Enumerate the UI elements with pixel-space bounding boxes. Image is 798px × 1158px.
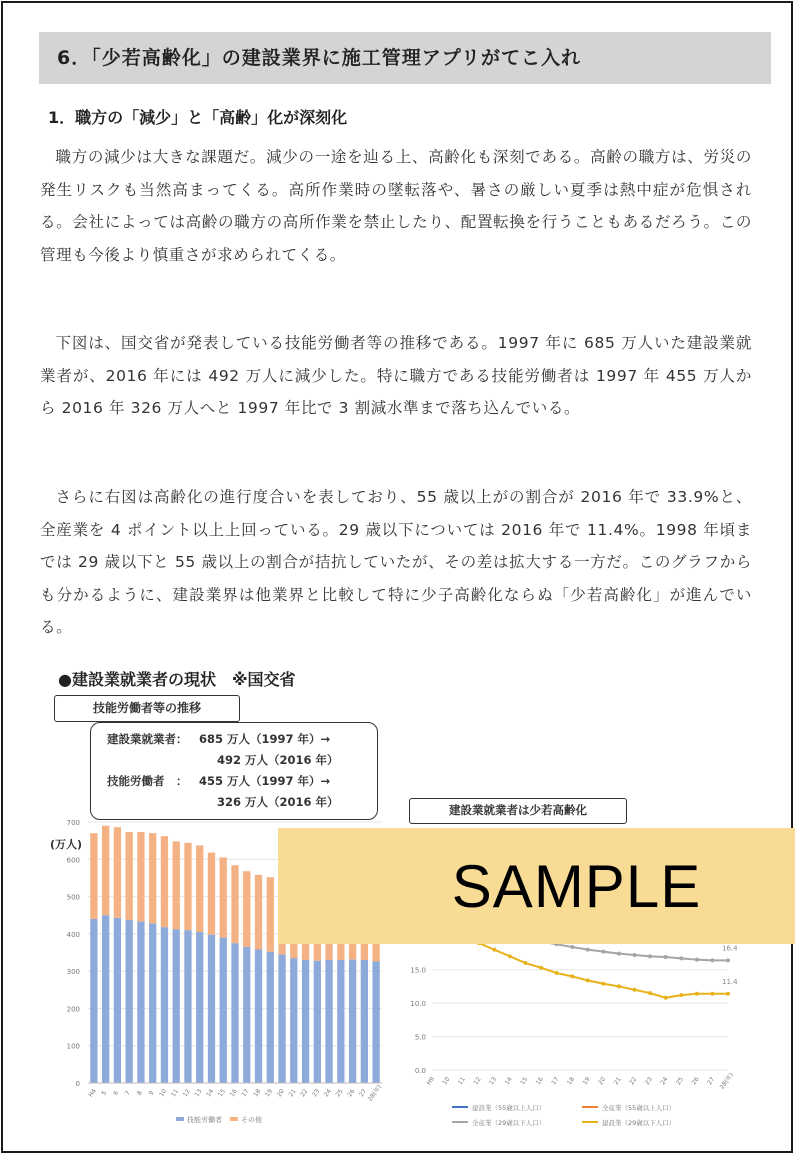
- data-point: [523, 961, 527, 965]
- y-tick-label: 200: [66, 1005, 80, 1014]
- x-tick-label: 11: [456, 1076, 467, 1087]
- y-axis-label: (万人): [50, 838, 83, 851]
- bar-segment: [208, 935, 215, 1083]
- bar-segment: [173, 929, 180, 1083]
- bar-segment: [126, 920, 133, 1083]
- y-tick-label: 0: [75, 1080, 80, 1088]
- bar-segment: [184, 930, 191, 1083]
- x-tick-label: 7: [123, 1089, 132, 1097]
- info-value: 326 万人（2016 年）: [217, 795, 339, 809]
- sample-watermark: [278, 828, 795, 944]
- x-tick-label: 26: [346, 1088, 357, 1099]
- data-point: [664, 955, 668, 959]
- paragraph-3: さらに右図は高齢化の進行度合いを表しており、55 歳以上がの割合が 2016 年で 33.9%と、全産業を 4 ポイント以上上回っている。29 歳以下については 2016 年で 11.4%。1998 年頃までは 29 歳以下と 55 歳以上の割合が拮抗していたが、その差は拡大する一方だ。このグラフからも分かるように、建設業界は他業界と比較して特に少子高齢化ならぬ「少若高齢化」が進んでいる。: [40, 488, 752, 637]
- x-tick-label: 21: [287, 1088, 298, 1099]
- data-point: [726, 992, 730, 996]
- info-value: 492 万人（2016 年）: [217, 753, 339, 767]
- data-point: [648, 991, 652, 995]
- x-tick-label: 15: [216, 1088, 228, 1099]
- x-tick-label: 14: [503, 1076, 514, 1087]
- x-tick-label: 13: [488, 1076, 499, 1087]
- bar-segment: [90, 919, 97, 1083]
- page-title: 6．「少若高齢化」の建設業界に施工管理アプリがてこ入れ: [39, 32, 771, 84]
- data-point: [695, 958, 699, 962]
- y-tick-label: 10.0: [410, 1000, 426, 1009]
- bar-segment: [126, 832, 133, 920]
- data-point: [586, 978, 590, 982]
- legend-label: 全産業（55歳以上人口）: [602, 1104, 676, 1112]
- x-tick-label: 22: [299, 1088, 310, 1099]
- x-tick-label: 22: [628, 1076, 639, 1087]
- legend-swatch: [230, 1117, 238, 1121]
- bar-segment: [255, 950, 262, 1083]
- x-tick-label: 16: [534, 1076, 545, 1087]
- x-tick-label: 25: [334, 1088, 345, 1099]
- bar-segment: [220, 857, 227, 937]
- data-point: [492, 948, 496, 952]
- watermark-text: SAMPLE: [451, 852, 702, 920]
- x-tick-label: 24: [322, 1088, 333, 1099]
- x-tick-label: 18: [565, 1076, 577, 1087]
- data-point: [539, 966, 543, 970]
- info-value: 685 万人（1997 年）→: [199, 732, 331, 746]
- data-point: [710, 992, 714, 996]
- end-label: 11.4: [722, 977, 738, 986]
- x-tick-label: 21: [612, 1076, 623, 1087]
- data-point: [679, 993, 683, 997]
- y-tick-label: 15.0: [410, 966, 426, 975]
- bar-segment: [361, 960, 368, 1083]
- x-tick-label: 10: [158, 1088, 169, 1099]
- bar-segment: [114, 827, 121, 918]
- x-tick-label: 28(年): [366, 1083, 384, 1103]
- bar-segment: [137, 832, 144, 921]
- x-tick-label: 5: [100, 1089, 109, 1097]
- legend-label: その他: [241, 1116, 262, 1124]
- data-point: [601, 950, 605, 954]
- data-point: [695, 992, 699, 996]
- data-point: [726, 958, 730, 962]
- bar-segment: [184, 843, 191, 930]
- x-tick-label: 15: [519, 1076, 530, 1087]
- section-heading: 1．職方の「減少」と「高齢」化が深刻化: [48, 108, 348, 127]
- bar-segment: [278, 954, 285, 1083]
- data-point: [570, 974, 574, 978]
- bar-segment: [302, 960, 309, 1083]
- info-value: 455 万人（1997 年）→: [199, 774, 331, 788]
- bar-segment: [267, 877, 274, 952]
- info-key-skilled: 技能労働者 ：: [107, 774, 188, 788]
- y-tick-label: 600: [66, 856, 80, 865]
- bar-segment: [231, 943, 238, 1083]
- x-tick-label: 11: [169, 1088, 181, 1099]
- x-tick-label: 25: [674, 1076, 686, 1087]
- data-point: [710, 958, 714, 962]
- x-tick-label: 27: [706, 1076, 717, 1087]
- x-tick-label: H4: [87, 1087, 98, 1099]
- x-tick-label: 12: [472, 1076, 483, 1087]
- y-tick-label: 400: [66, 930, 80, 939]
- x-tick-label: 19: [581, 1076, 592, 1087]
- data-point: [648, 954, 652, 958]
- x-tick-label: 24: [659, 1076, 670, 1087]
- info-key-workers: 建設業就業者：: [107, 732, 188, 746]
- data-point: [679, 956, 683, 960]
- bar-segment: [196, 845, 203, 932]
- data-point: [601, 982, 605, 986]
- x-tick-label: 27: [358, 1088, 369, 1099]
- paragraph-1: 職方の減少は大きな課題だ。減少の一途を辿る上、高齢化も深刻である。高齢の職方は、労災の発生リスクも当然高まってくる。高所作業時の墜転落や、暑さの厳しい夏季は熱中症が危惧される。会社によっては高齢の職方の高所作業を禁止したり、配置転換を行うこともあるだろう。この管理も今後より慎重さが求められてくる。: [40, 148, 752, 264]
- data-point: [633, 988, 637, 992]
- x-tick-label: 26: [690, 1076, 701, 1087]
- bar-segment: [243, 871, 250, 947]
- bar-segment: [137, 922, 144, 1083]
- paragraph-2: 下図は、国交省が発表している技能労働者等の推移である。1997 年に 685 万人いた建設業就業者が、2016 年には 492 万人に減少した。特に職方である技能労働者は 1997 年 455 万人から 2016 年 326 万人へと 1997 年比で 3 割減水準まで落ち込んでいる。: [40, 334, 752, 418]
- legend-swatch: [176, 1117, 184, 1121]
- bar-segment: [161, 927, 168, 1083]
- data-point: [633, 953, 637, 957]
- bar-segment: [161, 836, 168, 927]
- legend-label: 技能労働者: [187, 1116, 222, 1124]
- bar-segment: [149, 833, 156, 923]
- bar-segment: [196, 932, 203, 1083]
- data-point: [570, 945, 574, 949]
- data-point: [586, 948, 590, 952]
- legend-label: 建設業（29歳以下人口）: [602, 1119, 676, 1127]
- bar-segment: [267, 952, 274, 1083]
- x-tick-label: 28(年): [718, 1071, 735, 1091]
- data-point: [555, 971, 559, 975]
- bar-segment: [349, 960, 356, 1083]
- right-chart-label: 建設業就業者は少若高齢化: [409, 798, 627, 824]
- x-tick-label: 17: [240, 1088, 251, 1099]
- bar-segment: [325, 960, 332, 1083]
- bar-segment: [102, 915, 109, 1083]
- x-tick-label: 6: [112, 1089, 121, 1097]
- bar-segment: [243, 947, 250, 1083]
- bar-segment: [231, 865, 238, 943]
- x-tick-label: 17: [550, 1076, 561, 1087]
- end-label: 16.4: [722, 944, 738, 953]
- y-tick-label: 500: [66, 893, 80, 902]
- figure-heading: ●建設業就業者の現状 ※国交省: [58, 670, 296, 689]
- x-tick-label: 13: [193, 1088, 204, 1099]
- bar-segment: [290, 958, 297, 1083]
- x-tick-label: 19: [263, 1088, 275, 1099]
- y-tick-label: 100: [66, 1042, 80, 1051]
- x-tick-label: 9: [147, 1089, 156, 1097]
- y-tick-label: 700: [66, 819, 80, 827]
- bar-segment: [255, 875, 262, 950]
- left-chart-label: 技能労働者等の推移: [54, 695, 240, 722]
- data-point: [664, 996, 668, 1000]
- bar-segment: [208, 853, 215, 935]
- y-tick-label: 5.0: [414, 1033, 426, 1042]
- bar-segment: [173, 841, 180, 929]
- x-tick-label: 8: [135, 1089, 144, 1097]
- x-tick-label: 14: [205, 1088, 216, 1099]
- bar-segment: [102, 826, 109, 915]
- y-tick-label: 300: [66, 968, 80, 977]
- x-tick-label: H9: [425, 1075, 437, 1087]
- bar-segment: [114, 918, 121, 1083]
- x-tick-label: 12: [181, 1088, 192, 1099]
- x-tick-label: 18: [252, 1088, 263, 1099]
- x-tick-label: 23: [643, 1076, 654, 1087]
- bar-segment: [149, 923, 156, 1083]
- data-point: [508, 954, 512, 958]
- legend-label: 全産業（29歳以下人口）: [472, 1119, 546, 1127]
- y-tick-label: 0.0: [414, 1067, 426, 1075]
- bar-segment: [337, 960, 344, 1083]
- x-tick-label: 16: [228, 1088, 239, 1099]
- x-tick-label: 20: [275, 1088, 286, 1099]
- bar-segment: [90, 833, 97, 919]
- bar-segment: [314, 961, 321, 1083]
- legend-label: 建設業（55歳以上人口）: [472, 1104, 546, 1112]
- bar-segment: [372, 961, 379, 1083]
- bar-segment: [220, 938, 227, 1083]
- x-tick-label: 20: [597, 1076, 608, 1087]
- data-point: [617, 984, 621, 988]
- x-tick-label: 10: [441, 1076, 452, 1087]
- x-tick-label: 23: [311, 1088, 322, 1099]
- data-point: [617, 952, 621, 956]
